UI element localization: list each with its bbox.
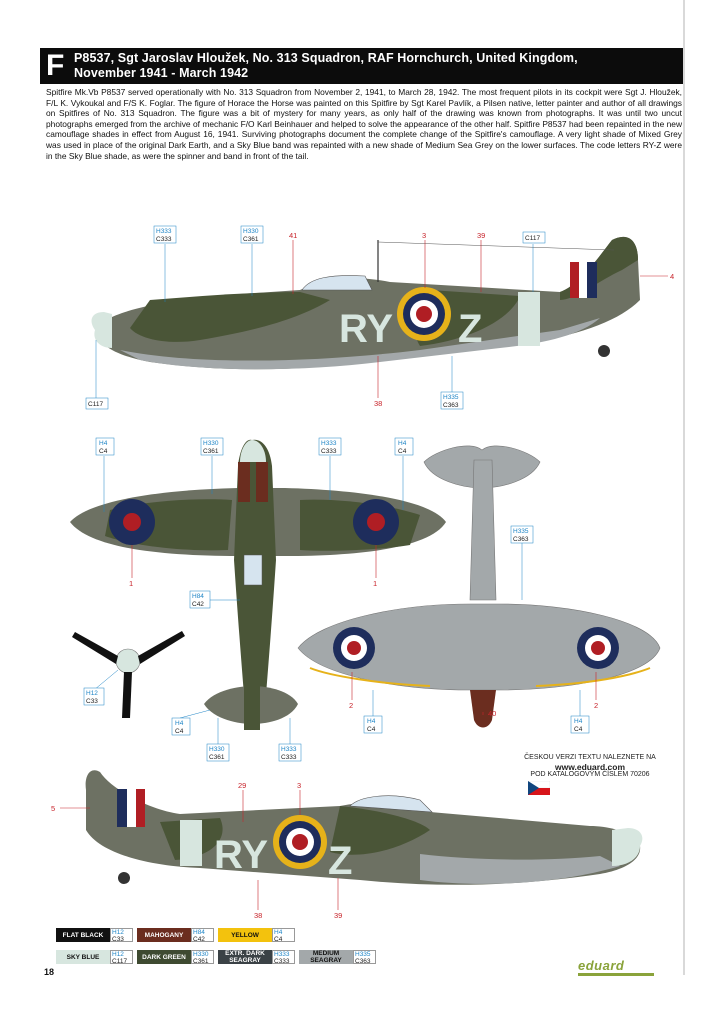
code-h4-c4-d bbox=[364, 716, 382, 733]
left-tailwheel bbox=[598, 345, 610, 357]
color-legend-row-1 bbox=[56, 928, 295, 942]
bottom-rear-fuselage bbox=[470, 460, 496, 600]
right-spinner bbox=[612, 828, 642, 866]
callout-2-left: 2 bbox=[349, 701, 354, 710]
svg-text:C4: C4 bbox=[367, 726, 376, 733]
swatch-dark-green: DARK GREEN H330 C361 bbox=[137, 950, 214, 964]
svg-text:H84: H84 bbox=[192, 593, 204, 600]
bottom-wing-roundel-left bbox=[333, 627, 375, 669]
eduard-logo: eduard bbox=[578, 958, 625, 973]
czech-note-line1: ČESKOU VERZI TEXTU NALEZNETE NA bbox=[524, 754, 656, 761]
code-h333-c333-c bbox=[279, 744, 301, 761]
left-code-z: Z bbox=[458, 307, 483, 351]
color-legend-row-2 bbox=[56, 950, 376, 964]
callout-40: 40 bbox=[488, 709, 497, 718]
top-canopy bbox=[244, 555, 262, 585]
callout-5: 5 bbox=[51, 804, 56, 813]
svg-text:C363: C363 bbox=[443, 402, 459, 409]
svg-text:C117: C117 bbox=[525, 235, 541, 242]
code-h335-c363-b bbox=[511, 526, 533, 543]
top-view bbox=[70, 440, 446, 730]
right-fin-flash bbox=[117, 789, 145, 827]
callout-3-bottom: 3 bbox=[297, 781, 302, 790]
svg-text:H335: H335 bbox=[513, 528, 529, 535]
swatch-mahogany: MAHOGANY H84 C42 bbox=[137, 928, 214, 942]
scheme-letter: F bbox=[46, 49, 65, 82]
right-code-ry: RY bbox=[214, 833, 269, 877]
code-h335-c363-a bbox=[441, 392, 463, 409]
code-h333-c333-a bbox=[154, 226, 176, 243]
svg-text:H12: H12 bbox=[86, 690, 98, 697]
scheme-title-line2: November 1941 - March 1942 bbox=[74, 66, 249, 80]
left-side-view bbox=[92, 237, 640, 369]
callout-4: 4 bbox=[670, 272, 675, 281]
swatch-medium-seagray: MEDIUM SEAGRAY H335 C363 bbox=[299, 950, 376, 964]
svg-text:C42: C42 bbox=[192, 601, 204, 608]
svg-text:H333: H333 bbox=[156, 228, 172, 235]
scheme-description: Spitfire Mk.Vb P8537 served operationally with No. 313 Squadron from November 2, 1941, to March 28, 1942. The most frequent pilots in its cockpit were Sgt J. Hloužek, F/L K. Vykoukal and F/S K. Foglar. The figure of Horace the Horse was painted on this Spitfire by Sgt Karel Pavlík, a Pilsen native, letter painter and author of all drawings on Spitfires of No. 313 Squadron. The figure was a bit of mystery for many years, as only half of the drawing was known from photographs. It was until two uncut photographs emerged from the archive of mechanic F/O Karl Beinhauer and helped to solve the appearance of the other half. Spitfire P8537 had been repainted in the new camouflage shades in effect from August 16, 1941. Surviving photographs document the complete change of the Spitfire's camouflage. A very light shade of Mixed Grey was used in place of the original Dark Earth, and a Sky Blue band was repainted with a new shade of Medium Sea Grey on the lower surfaces. The code letters RY-Z were in the Sky Blue shade, as were the spinner and band in front of the tail. bbox=[46, 87, 682, 161]
eduard-logo-bar bbox=[578, 973, 654, 976]
callout-1-right: 1 bbox=[373, 579, 378, 588]
page-number: 18 bbox=[44, 967, 55, 977]
left-code-ry: RY bbox=[339, 307, 394, 351]
svg-text:H4: H4 bbox=[398, 440, 407, 447]
svg-text:C4: C4 bbox=[175, 728, 184, 735]
scheme-title-line1: P8537, Sgt Jaroslav Hloužek, No. 313 Squadron, RAF Hornchurch, United Kingdom, bbox=[74, 51, 578, 65]
czech-version-note bbox=[510, 754, 670, 780]
code-h4-c4-a bbox=[96, 438, 114, 455]
code-c117-b bbox=[86, 398, 108, 409]
code-c117-a bbox=[523, 232, 545, 243]
callout-38-top: 38 bbox=[374, 399, 383, 408]
svg-text:H333: H333 bbox=[281, 746, 297, 753]
swatch-yellow: YELLOW H4 C4 bbox=[218, 928, 295, 942]
swatch-sky-blue: SKY BLUE H12 C117 bbox=[56, 950, 133, 964]
right-side-view bbox=[86, 770, 643, 885]
svg-text:C361: C361 bbox=[209, 754, 225, 761]
svg-text:H4: H4 bbox=[175, 720, 184, 727]
svg-text:C333: C333 bbox=[281, 754, 297, 761]
code-h12-c33 bbox=[84, 688, 104, 705]
callout-3-top: 3 bbox=[422, 231, 427, 240]
top-fin bbox=[244, 684, 260, 730]
svg-text:H330: H330 bbox=[203, 440, 219, 447]
code-h330-c361-a bbox=[241, 226, 263, 243]
top-exhaust-left bbox=[238, 462, 250, 502]
code-h4-c4-b bbox=[395, 438, 413, 455]
right-sky-band bbox=[180, 820, 202, 866]
top-wing-roundel-right bbox=[353, 499, 399, 545]
callout-41: 41 bbox=[289, 231, 298, 240]
left-canopy bbox=[302, 276, 372, 290]
code-h333-c333-b bbox=[319, 438, 341, 455]
svg-text:C33: C33 bbox=[86, 698, 98, 705]
svg-text:H4: H4 bbox=[99, 440, 108, 447]
svg-text:C333: C333 bbox=[321, 448, 337, 455]
left-spinner bbox=[92, 312, 112, 348]
svg-text:C361: C361 bbox=[203, 448, 219, 455]
svg-text:C4: C4 bbox=[99, 448, 108, 455]
czech-note-line3: POD KATALOGOVÝM ČÍSLEM 70206 bbox=[530, 771, 650, 778]
swatch-flat-black: FLAT BLACK H12 C33 bbox=[56, 928, 133, 942]
svg-text:C4: C4 bbox=[398, 448, 407, 455]
left-fuselage-roundel bbox=[397, 287, 451, 341]
svg-text:C117: C117 bbox=[88, 401, 104, 408]
callout-38-bottom: 38 bbox=[254, 911, 263, 920]
top-exhaust-right bbox=[256, 462, 268, 502]
callout-1-left: 1 bbox=[129, 579, 134, 588]
callout-2-right: 2 bbox=[594, 701, 599, 710]
czech-flag-icon bbox=[528, 781, 550, 795]
bottom-wing-roundel-right bbox=[577, 627, 619, 669]
code-h84-c42 bbox=[190, 591, 210, 608]
svg-text:H4: H4 bbox=[574, 718, 583, 725]
svg-text:H335: H335 bbox=[443, 394, 459, 401]
czech-note-url[interactable]: www.eduard.com bbox=[554, 761, 626, 772]
right-tailwheel bbox=[118, 872, 130, 884]
code-h330-c361-b bbox=[201, 438, 223, 455]
svg-text:H330: H330 bbox=[243, 228, 259, 235]
svg-text:C363: C363 bbox=[513, 536, 529, 543]
code-h330-c361-c bbox=[207, 744, 229, 761]
left-sky-band bbox=[518, 292, 540, 346]
top-wing-roundel-left bbox=[109, 499, 155, 545]
left-fin-flash bbox=[570, 262, 597, 298]
callout-29: 29 bbox=[238, 781, 247, 790]
svg-text:H4: H4 bbox=[367, 718, 376, 725]
svg-text:H330: H330 bbox=[209, 746, 225, 753]
left-aerial-wire bbox=[378, 242, 614, 250]
right-code-z: Z bbox=[328, 839, 353, 883]
svg-text:C333: C333 bbox=[156, 236, 172, 243]
svg-text:C4: C4 bbox=[574, 726, 583, 733]
swatch-extra-dark-seagray: EXTR. DARK SEAGRAY H333 C333 bbox=[218, 950, 295, 964]
svg-text:H333: H333 bbox=[321, 440, 337, 447]
svg-text:C361: C361 bbox=[243, 236, 259, 243]
right-fuselage-roundel bbox=[273, 815, 327, 869]
callout-39-bottom: 39 bbox=[334, 911, 343, 920]
callout-39-top: 39 bbox=[477, 231, 486, 240]
code-h4-c4-e bbox=[571, 716, 589, 733]
code-h4-c4-c bbox=[172, 718, 190, 735]
